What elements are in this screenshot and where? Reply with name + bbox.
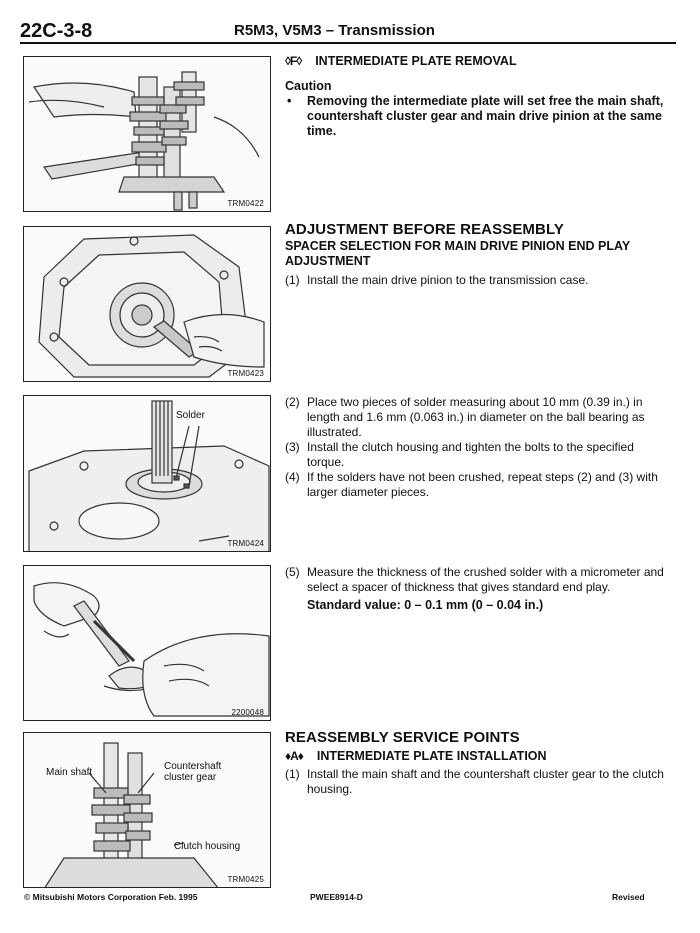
step-number: (1) <box>285 273 300 287</box>
step-item <box>285 440 665 470</box>
adjustment-heading: ADJUSTMENT BEFORE REASSEMBLY <box>285 221 564 238</box>
section-intermediate-removal <box>285 54 665 139</box>
solder-label: Solder <box>176 410 205 421</box>
figure-code: TRM0422 <box>227 199 264 208</box>
step-text: Install the main drive pinion to the transmission case. <box>307 273 589 287</box>
figure-code: TRM0423 <box>227 369 264 378</box>
step-number: (3) <box>285 440 300 454</box>
step-item <box>285 470 665 500</box>
page-number: 22C-3-8 <box>20 20 93 42</box>
figure-code: 2200048 <box>231 708 264 717</box>
step-number: (1) <box>285 767 300 781</box>
figure-code: TRM0425 <box>227 875 264 884</box>
section-reassembly <box>285 729 665 797</box>
step-item <box>285 565 665 595</box>
footer-doc-code: PWEE8914-D <box>310 892 363 902</box>
step-text: Place two pieces of solder measuring about 10 mm (0.39 in.) in length and 1.6 mm (0.063 in.) in diameter on the ball bearing as illustrated. <box>307 395 645 439</box>
clutch-housing-label: Clutch housing <box>174 841 241 852</box>
caution-label: Caution <box>285 79 332 93</box>
section-measure-step <box>285 565 665 613</box>
transmission-case-illustration <box>24 227 271 382</box>
caution-text: Removing the intermediate plate will set free the main shaft, countershaft cluster gear and main drive pinion at the same time. <box>307 94 664 138</box>
figure-micrometer <box>23 565 271 721</box>
removal-heading <box>285 54 665 68</box>
figure-main-drive-pinion <box>23 226 271 382</box>
adjustment-subheading: SPACER SELECTION FOR MAIN DRIVE PINION END PLAY ADJUSTMENT <box>285 239 630 268</box>
step-number: (4) <box>285 470 300 484</box>
step-text: Install the clutch housing and tighten the bolts to the specified torque. <box>307 440 634 469</box>
installation-heading-text: INTERMEDIATE PLATE INSTALLATION <box>316 749 547 763</box>
step-text: Install the main shaft and the countershaft cluster gear to the clutch housing. <box>307 767 664 796</box>
removal-heading-text: INTERMEDIATE PLATE REMOVAL <box>315 54 517 68</box>
figure-shaft-installation <box>23 732 271 888</box>
reassembly-heading: REASSEMBLY SERVICE POINTS <box>285 729 520 746</box>
step-item <box>285 395 665 440</box>
step-number: (5) <box>285 565 300 579</box>
step-text: Measure the thickness of the crushed solder with a micrometer and select a spacer of thickness that gives standard end play. <box>307 565 664 594</box>
figure-solder <box>23 395 271 552</box>
bullet-icon: • <box>287 94 292 108</box>
section-solder-steps <box>285 395 665 500</box>
shaft-housing-illustration <box>24 733 271 888</box>
service-symbol-icon: ♦A♦ <box>285 749 303 763</box>
countershaft-label: Countershaft cluster gear <box>164 761 222 783</box>
service-symbol-icon: ◊F◊ <box>285 54 302 68</box>
page-title: R5M3, V5M3 – Transmission <box>234 22 435 39</box>
section-adjustment <box>285 221 665 288</box>
gear-assembly-illustration <box>24 57 271 212</box>
micrometer-illustration <box>24 566 271 721</box>
header-rule <box>20 42 676 44</box>
step-item <box>285 767 665 797</box>
caution-item <box>285 94 665 139</box>
step-number: (2) <box>285 395 300 409</box>
standard-value: Standard value: 0 – 0.1 mm (0 – 0.04 in.) <box>307 598 544 612</box>
main-shaft-label: Main shaft <box>46 767 93 778</box>
solder-bearing-illustration <box>24 396 271 552</box>
step-item <box>285 273 665 288</box>
figure-code: TRM0424 <box>227 539 264 548</box>
footer-status: Revised <box>612 892 645 902</box>
footer-copyright: © Mitsubishi Motors Corporation Feb. 1995 <box>24 892 198 902</box>
installation-heading <box>285 749 665 763</box>
step-text: If the solders have not been crushed, repeat steps (2) and (3) with larger diameter pieces. <box>307 470 658 499</box>
figure-intermediate-plate <box>23 56 271 212</box>
